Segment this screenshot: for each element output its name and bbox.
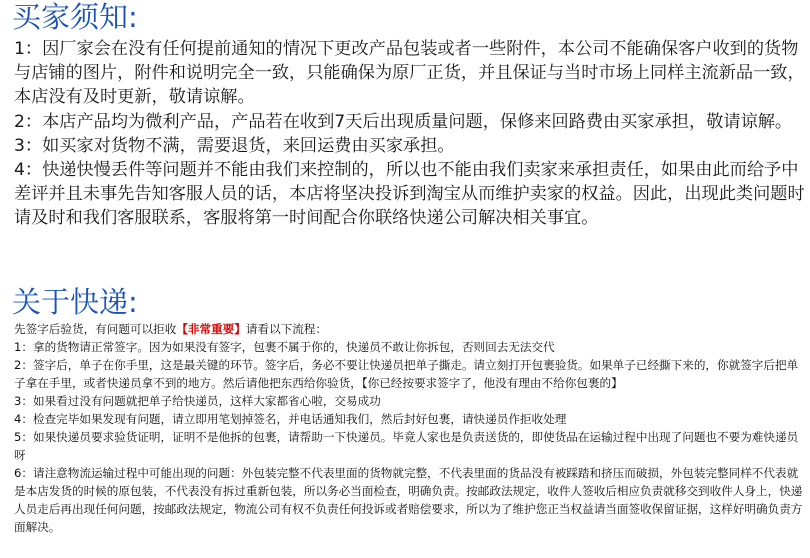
notice-item-2: 2：本店产品均为微利产品，产品若在收到7天后出现质量问题，保修来回路费由买家承担，敬请谅解。	[14, 111, 793, 132]
delivery-item-5: 5：如果快递员要求验货证明，证明不是他拆的包裹，请帮助一下快递员。毕竟人家也是负责送货的，即使货品在运输过程中出现了问题也不要为难快递员呀	[14, 430, 799, 462]
notice-list	[14, 37, 806, 231]
delivery-title: 关于快递:	[12, 285, 138, 319]
delivery-item-2: 2：签字后，单子在你手里，这是最关键的环节。签字后，务必不要让快递员把单子撕走。请立刻打开包裹验货。如果单子已经撕下来的，你就签字后把单子拿在手里，或者快递员拿不到的地方。然后请他把东西给你验货，【你已经按要求签字了，他没有理由不给你包裹的】	[14, 358, 799, 390]
delivery-item-6: 6：请注意物流运输过程中可能出现的问题：外包装完整不代表里面的货物就完整，不代表里面的货品没有被踩踏和挤压而破损，外包装完整同样不代表就是本店发货的时候的原包装，不代表没有拆过重新包装，所以务必当面检查，明确负责。按邮政法规定，收件人签收后相应负责就移交到收件人身上，快递人员走后再出现任何问题，按邮政法规定，物流公司有权不负责任何投诉或者赔偿要求，所以为了维护您正当权益请当面签收保留证据，这样好明确负责方面解决。	[14, 466, 803, 534]
notice-item-4: 4：快递快慢丢件等问题并不能由我们来控制的，所以也不能由我们卖家来承担责任，如果由此而给予中差评并且未事先告知客服人员的话，本店将坚决投诉到淘宝从而维护卖家的权益。因此，出现此类问题时请及时和我们客服联系，客服将第一时间配合你联络快递公司解决相关事宜。	[14, 160, 805, 229]
delivery-item-1: 1：拿的货物请正常签字。因为如果没有签字，包裹不属于你的，快递员不敢让你拆包，否则回去无法交代	[14, 340, 555, 354]
notice-item-1: 1：因厂家会在没有任何提前通知的情况下更改产品包装或者一些附件，本公司不能确保客户收到的货物与店铺的图片，附件和说明完全一致，只能确保为原厂正货，并且保证与当时市场上同样主流新品一致，本店没有及时更新，敬请谅解。	[14, 39, 805, 108]
notice-item-3: 3：如买家对货物不满，需要退货，来回运费由买家承担。	[14, 135, 455, 156]
delivery-list	[14, 320, 804, 536]
delivery-item-3: 3：如果看过没有问题就把单子给快递员，这样大家都省心啦，交易成功	[14, 394, 381, 408]
delivery-intro	[14, 320, 804, 338]
delivery-intro-text: 先签字后验货，有问题可以拒收	[14, 322, 177, 336]
notice-title: 买家须知:	[12, 0, 138, 34]
delivery-item-4: 4：检查完毕如果发现有问题，请立即用笔划掉签名，并电话通知我们，然后封好包裹，请快递员作拒收处理	[14, 412, 567, 426]
delivery-intro-highlight: 【非常重要】	[176, 322, 246, 336]
delivery-intro-text-after: 请看以下流程：	[245, 322, 328, 336]
